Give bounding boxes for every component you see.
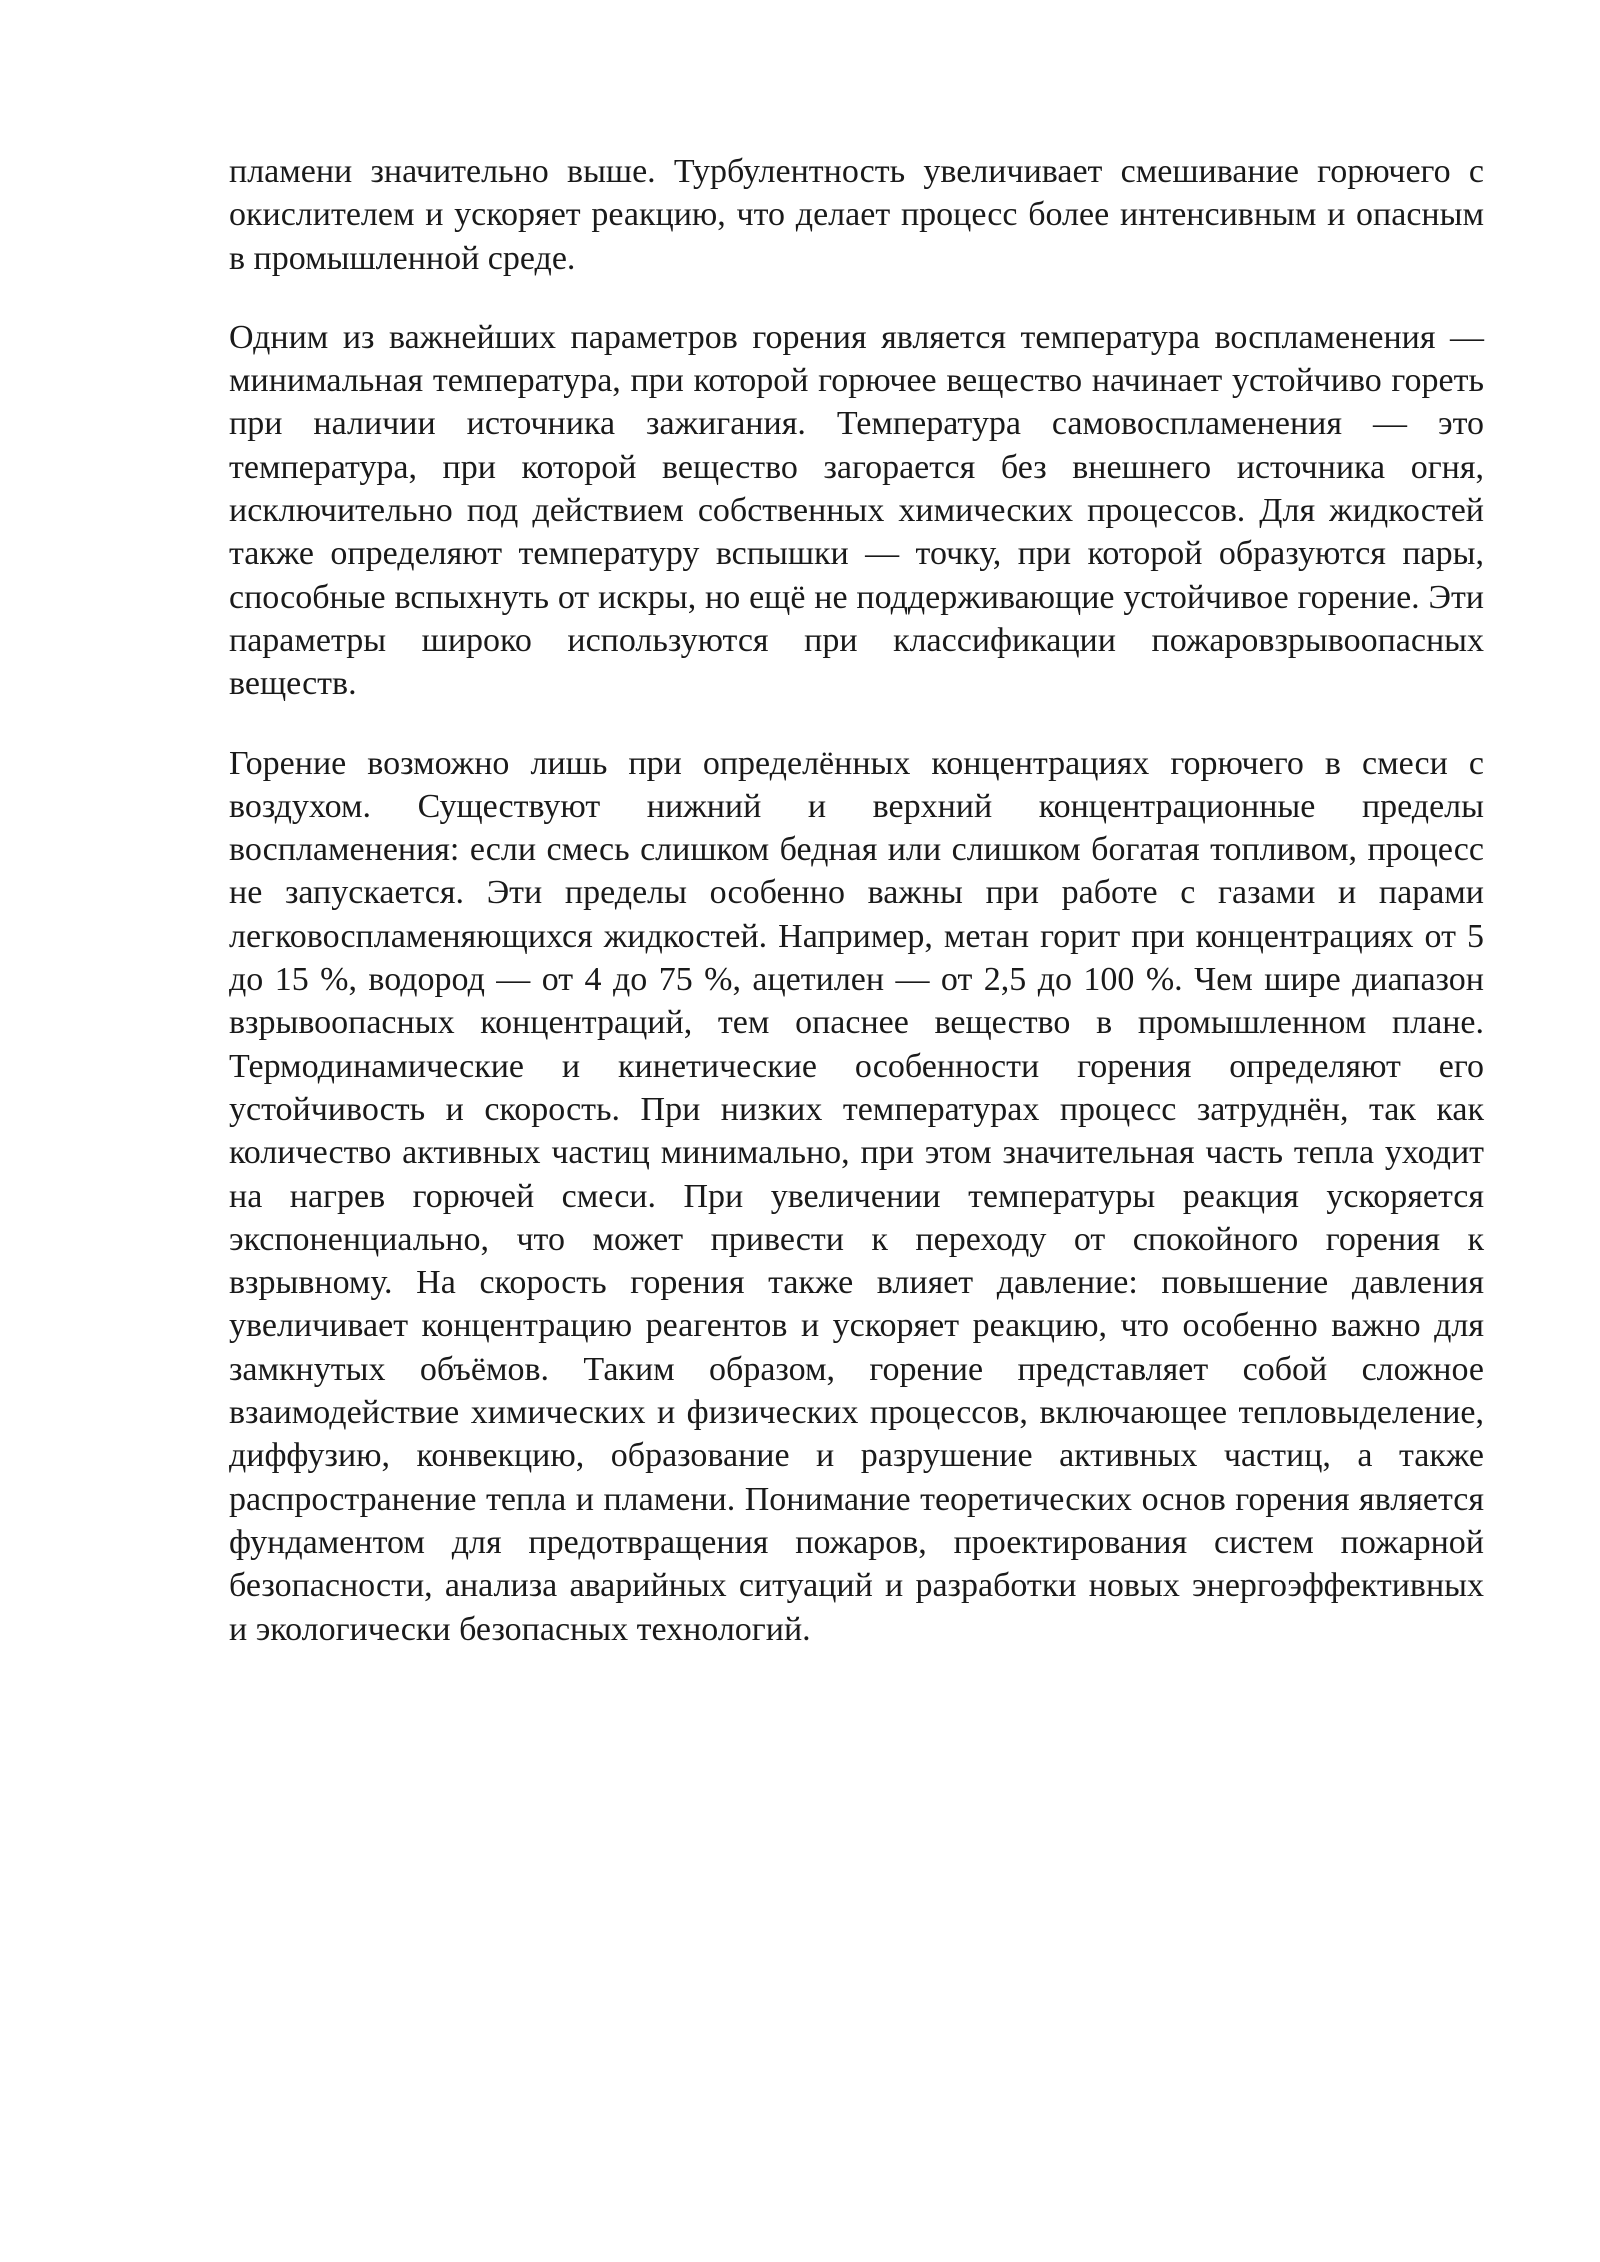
- paragraph-turbulence: пламени значительно выше. Турбулентность увеличивает смешивание горючего с окислителем и ускоряет реакцию, что делает процесс более интенсивным и опасным в промышленной среде.: [229, 153, 1484, 277]
- document-page: [229, 150, 1484, 1687]
- paragraph-ignition-temperatures: Одним из важнейших параметров горения является температура воспламенения — минимальная температура, при которой горючее вещество начинает устойчиво гореть при наличии источника зажигания. Температура самовоспламенения — это температура, при которой вещество загорается без внешнего источника огня, исключительно под действием собственных химических процессов. Для жидкостей также определяют температуру вспышки — точку, при которой образуются пары, способные вспыхнуть от искры, но ещё не поддерживающие устойчивое горение. Эти параметры широко используются при классификации пожаровзрывоопасных веществ.: [229, 318, 1484, 703]
- paragraph-concentration-limits: Горение возможно лишь при определённых концентрациях горючего в смеси с воздухом. Существуют нижний и верхний концентрационные пределы воспламенения: если смесь слишком бедная или слишком богатая топливом, процесс не запускается. Эти пределы особенно важны при работе с газами и парами легковоспламеняющихся жидкостей. Например, метан горит при концентрациях от 5 до 15 %, водород — от 4 до 75 %, ацетилен — от 2,5 до 100 %. Чем шире диапазон взрывоопасных концентраций, тем опаснее вещество в промышленном плане. Термодинамические и кинетические особенности горения определяют его устойчивость и скорость. При низких температурах процесс затруднён, так как количество активных частиц минимально, при этом значительная часть тепла уходит на нагрев горючей смеси. При увеличении температуры реакция ускоряется экспоненциально, что может привести к переходу от спокойного горения к взрывному. На скорость горения также влияет давление: повышение давления увеличивает концентрацию реагентов и ускоряет реакцию, что особенно важно для замкнутых объёмов. Таким образом, горение представляет собой сложное взаимодействие химических и физических процессов, включающее тепловыделение, диффузию, конвекцию, образование и разрушение активных частиц, а также распространение тепла и пламени. Понимание теоретических основ горения является фундаментом для предотвращения пожаров, проектирования систем пожарной безопасности, анализа аварийных ситуаций и разработки новых энергоэффективных и экологически безопасных технологий.: [229, 744, 1484, 1648]
